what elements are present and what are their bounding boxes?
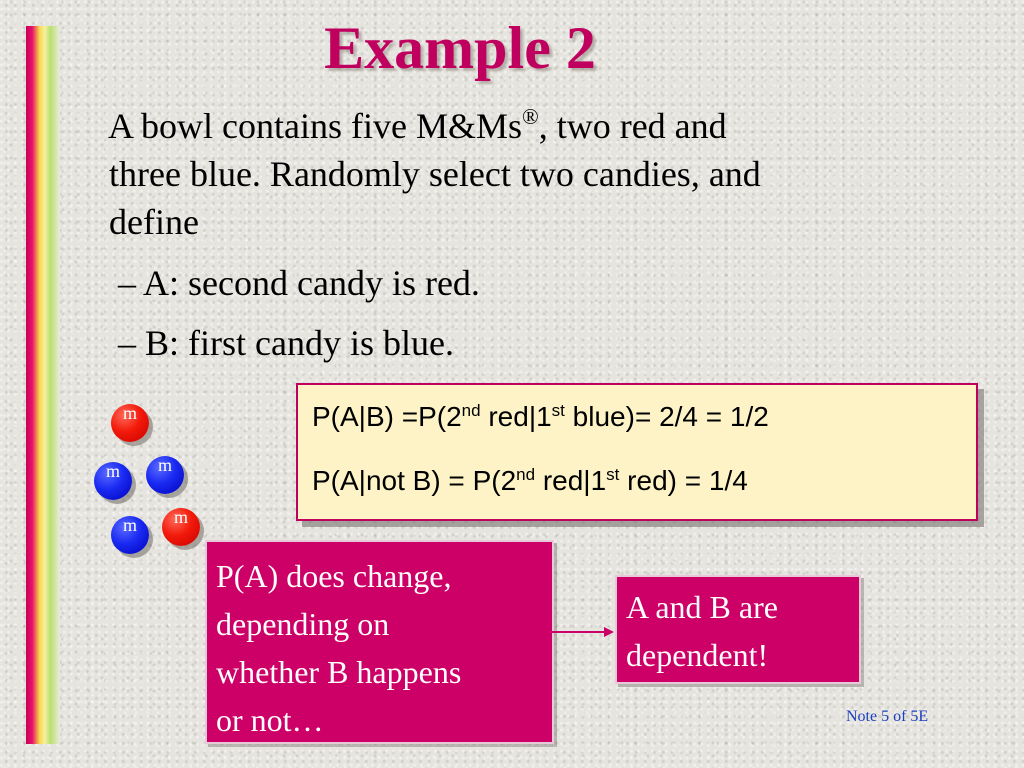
conclusion-text: P(A) does change, depending on whether B happens or not… (216, 558, 462, 738)
formula-conditional-b: P(A|B) =P(2nd red|1st blue)= 2/4 = 1/2 (312, 401, 769, 432)
arrow-right-icon (552, 624, 616, 644)
intro-line-2: three blue. Randomly select two candies, and (109, 154, 761, 194)
conclusion-box (205, 540, 554, 744)
formula-conditional-not-b: P(A|not B) = P(2nd red|1st red) = 1/4 (312, 465, 748, 496)
intro-paragraph (108, 102, 761, 246)
registered-mark: ® (521, 104, 539, 129)
slide-title: Example 2 (324, 15, 596, 81)
candy-blue-1: m (146, 456, 184, 494)
result-text: A and B are dependent! (626, 589, 778, 673)
intro-line-3: define (109, 202, 199, 242)
intro-line-1: A bowl contains five M&Ms®, two red and (108, 104, 727, 146)
candy-red-2: m (162, 508, 200, 546)
candy-blue-2: m (94, 462, 132, 500)
candy-blue-3: m (111, 516, 149, 554)
slide-footnote: Note 5 of 5E (846, 708, 929, 725)
bullet-event-a: – A: second candy is red. (118, 263, 480, 303)
formula-box (296, 383, 978, 521)
result-box (615, 575, 861, 684)
bullet-event-b: – B: first candy is blue. (118, 323, 454, 363)
candy-red-1: m (111, 404, 149, 442)
decorative-side-stripe (26, 26, 60, 744)
